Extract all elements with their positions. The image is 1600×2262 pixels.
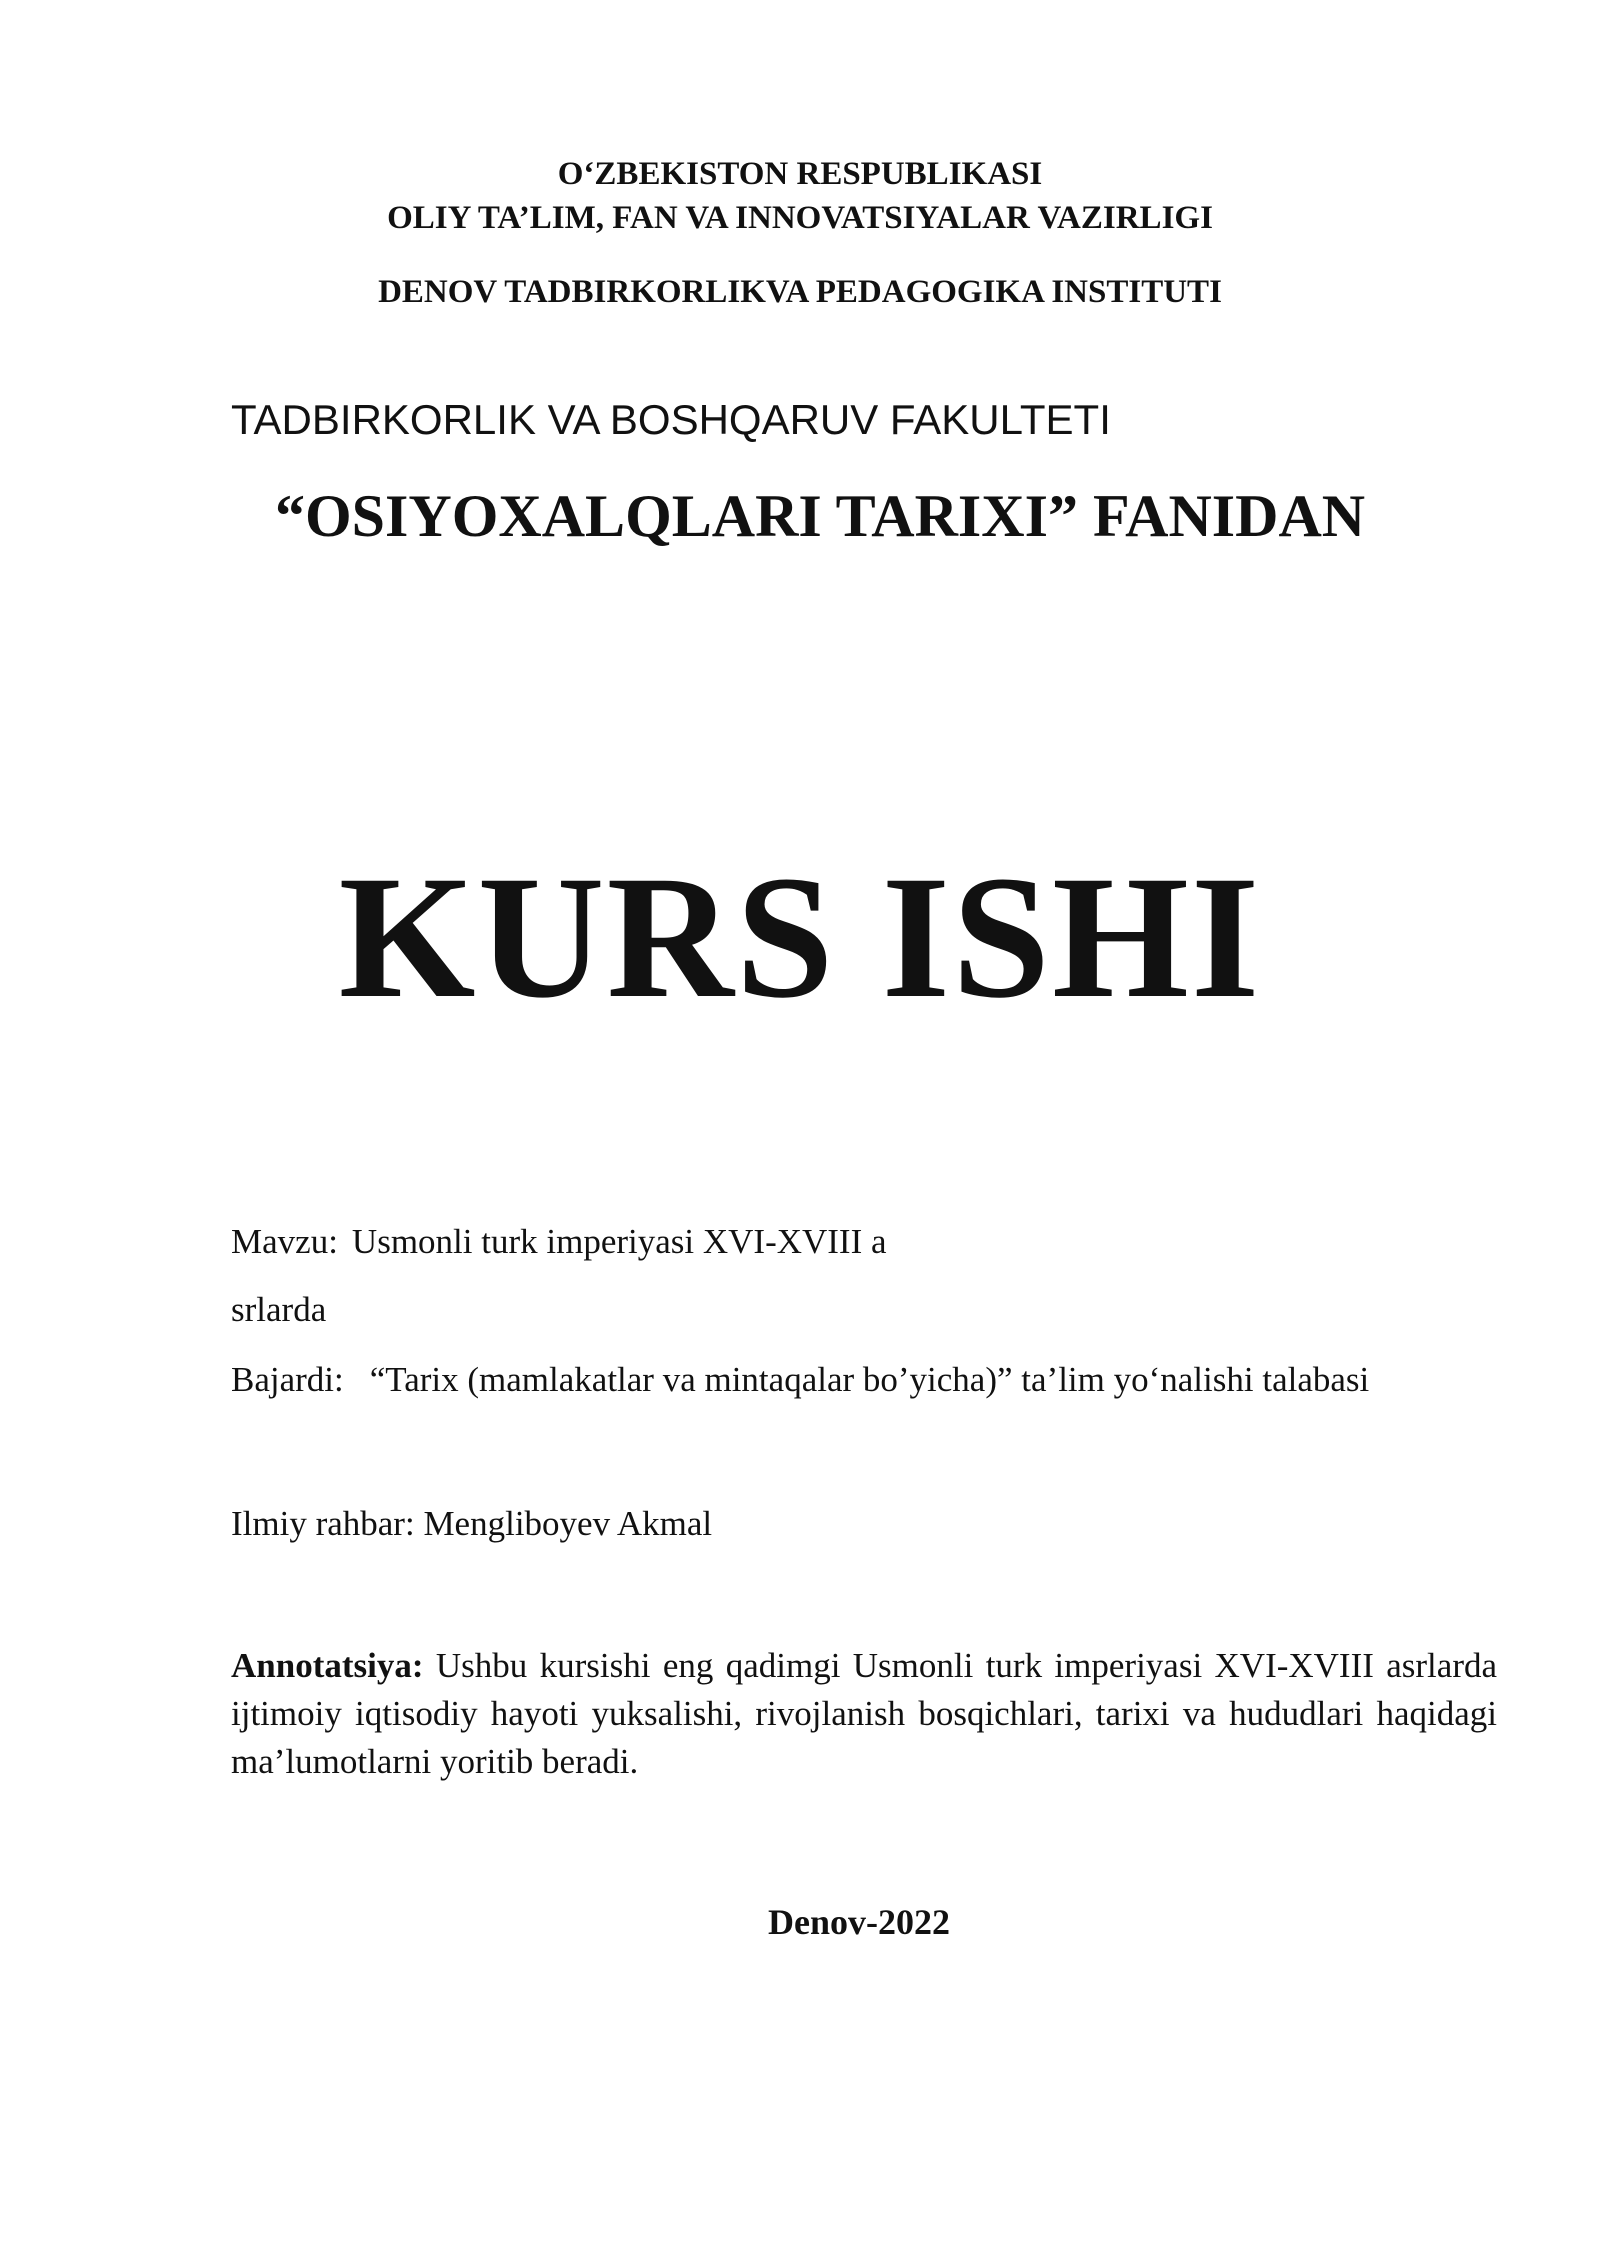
subject-title: “OSIYOXALQLARI TARIXI” FANIDAN [275, 483, 1366, 549]
header-ministry: OLIY TA’LIM, FAN VA INNOVATSIYALAR VAZIRLIGI [387, 200, 1213, 236]
place-and-year: Denov-2022 [768, 1902, 950, 1942]
header-institute: DENOV TADBIRKORLIKVA PEDAGOGIKA INSTITUTI [378, 274, 1222, 310]
topic-line [231, 1218, 887, 1266]
annotation-label: Annotatsiya: [231, 1646, 424, 1685]
supervisor-label: Ilmiy rahbar: [231, 1504, 415, 1543]
performer-label: Bajardi: [231, 1360, 344, 1399]
performer-line [231, 1356, 1369, 1404]
faculty-name: TADBIRKORLIK VA BOSHQARUV FAKULTETI [231, 396, 1111, 443]
supervisor-value: Mengliboyev Akmal [423, 1504, 713, 1543]
topic-continuation: srlarda [231, 1290, 327, 1329]
performer-value: “Tarix (mamlakatlar va mintaqalar bo’yicha)” ta’lim yo‘nalishi talabasi [369, 1360, 1370, 1399]
annotation-paragraph [231, 1642, 1497, 1786]
annotation-text: Ushbu kursishi eng qadimgi Usmonli turk imperiyasi XVI-XVIII asrlarda ijtimoiy iqtisodiy hayoti yuksalishi, rivojlanish bosqichlari, tarixi va hududlari haqidagi ma’lumotlarni yoritib beradi. [231, 1646, 1498, 1781]
document-title: KURS ISHI [338, 840, 1262, 1035]
supervisor-line [231, 1500, 712, 1548]
header-country: O‘ZBEKISTON RESPUBLIKASI [557, 156, 1043, 192]
topic-value: Usmonli turk imperiyasi XVI-XVIII a [351, 1222, 887, 1261]
topic-label: Mavzu: [231, 1222, 338, 1261]
